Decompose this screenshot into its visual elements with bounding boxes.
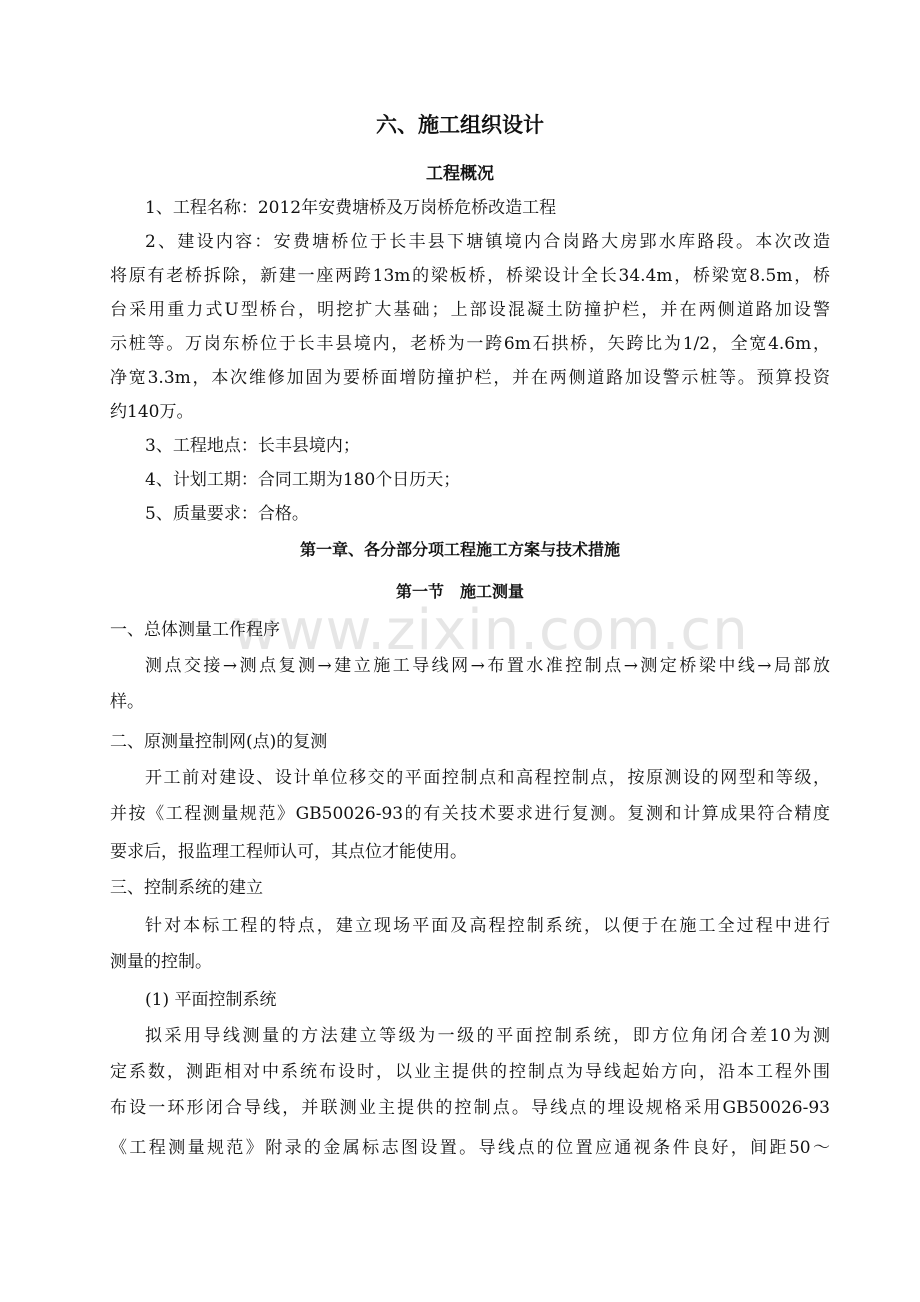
overview-line: 示桩等。万岗东桥位于长丰县境内，老桥为一跨6m石拱桥，矢跨比为1/2，全宽4.6m，	[110, 334, 830, 354]
paragraph-line: 测量的控制。	[110, 952, 212, 972]
overview-line: 2、建设内容：安费塘桥位于长丰县下塘镇境内合岗路大房郢水库路段。本次改造	[145, 232, 830, 252]
overview-line: 1、工程名称：2012年安费塘桥及万岗桥危桥改造工程	[145, 198, 557, 218]
paragraph-line: 《工程测量规范》附录的金属标志图设置。导线点的位置应通视条件良好，间距50～	[110, 1138, 830, 1158]
section-heading: 第一节 施工测量	[395, 582, 524, 601]
paragraph-line: 拟采用导线测量的方法建立等级为一级的平面控制系统，即方位角闭合差10为测	[145, 1026, 830, 1046]
sub-heading: (1) 平面控制系统	[145, 990, 277, 1010]
paragraph-line: 并按《工程测量规范》GB50026-93的有关技术要求进行复测。复测和计算成果符合精度	[110, 804, 830, 824]
paragraph-line: 针对本标工程的特点，建立现场平面及高程控制系统，以便于在施工全过程中进行	[145, 916, 830, 936]
subsection-title: 三、控制系统的建立	[110, 878, 263, 898]
document-title: 六、施工组织设计	[376, 112, 544, 137]
subsection-title: 二、原测量控制网(点)的复测	[110, 732, 328, 752]
overview-heading: 工程概况	[426, 164, 494, 184]
paragraph-line: 样。	[110, 692, 144, 712]
overview-line: 将原有老桥拆除，新建一座两跨13m的梁板桥，桥梁设计全长34.4m，桥梁宽8.5m，桥	[110, 266, 830, 286]
chapter-heading: 第一章、各分部分项工程施工方案与技术措施	[299, 540, 620, 559]
overview-line: 净宽3.3m，本次维修加固为要桥面增防撞护栏，并在两侧道路加设警示桩等。预算投资	[110, 368, 830, 388]
overview-line: 约140万。	[110, 402, 194, 422]
overview-line: 3、工程地点：长丰县境内；	[145, 436, 360, 456]
overview-line: 台采用重力式U型桥台，明挖扩大基础；上部设混凝土防撞护栏，并在两侧道路加设警	[110, 300, 830, 320]
paragraph-line: 定系数，测距相对中系统布设时，以业主提供的控制点为导线起始方向，沿本工程外围	[110, 1062, 830, 1082]
overview-line: 5、质量要求：合格。	[145, 504, 309, 524]
overview-line: 4、计划工期：合同工期为180个日历天；	[145, 470, 461, 490]
paragraph-line: 开工前对建设、设计单位移交的平面控制点和高程控制点，按原测设的网型和等级，	[145, 768, 830, 788]
subsection-title: 一、总体测量工作程序	[110, 620, 280, 640]
watermark: www.zixin.com.cn	[232, 598, 749, 663]
paragraph-line: 要求后，报监理工程师认可，其点位才能使用。	[110, 842, 467, 862]
paragraph-line: 布设一环形闭合导线，并联测业主提供的控制点。导线点的埋设规格采用GB50026-93	[110, 1098, 830, 1118]
paragraph-line: 测点交接→测点复测→建立施工导线网→布置水准控制点→测定桥梁中线→局部放	[145, 656, 830, 676]
